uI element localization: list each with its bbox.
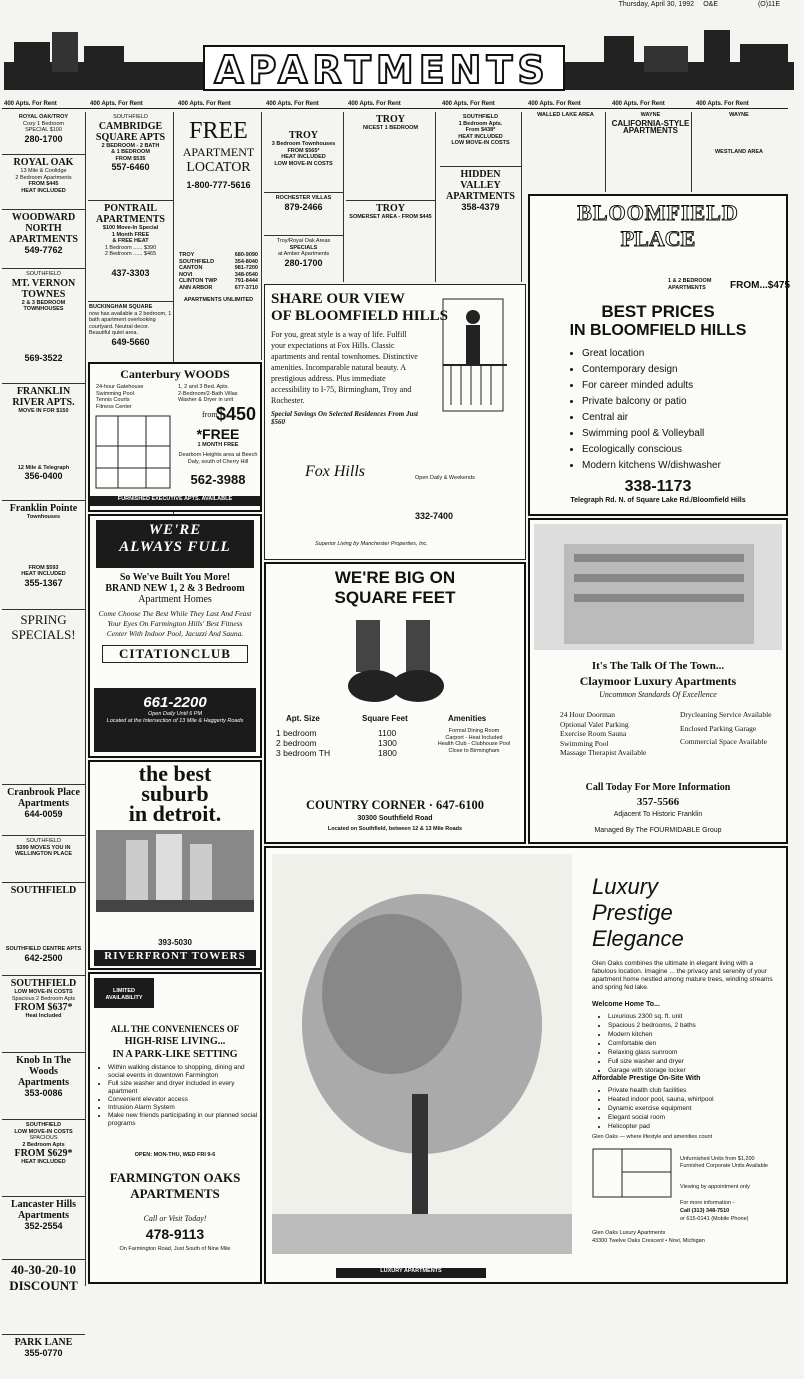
- classified-ad: Franklin Pointe Townhouses FROM $593 HEAT INCLUDED 355-1367: [2, 501, 85, 610]
- locator-title: FREE: [189, 118, 248, 144]
- feature-item: • For career minded adults: [582, 378, 721, 394]
- col-header: 400 Apts. For Rent: [88, 100, 176, 109]
- country-heading: SQUARE FEET: [334, 588, 456, 607]
- classified-ad: SOUTHFIELD LOW MOVE-IN COSTS SPACIOUS 2 Bedroom Apts FROM $629* HEAT INCLUDED: [2, 1120, 85, 1197]
- glen-oaks-afford: Affordable Prestige On-Site With: [592, 1075, 701, 1082]
- bloomfield-phone[interactable]: 338-1173: [624, 478, 692, 495]
- bloomfield-features: [570, 346, 721, 474]
- bloomfield-from: FROM...$475: [730, 280, 791, 291]
- country-row: 3 bedroom TH 1800: [276, 748, 397, 758]
- fox-hills-body: For you, great style is a way of life. Fulfill your expectations at Fox Hills. Classic apartments and rental townhomes. Distinctive amenities. Incomparable natural beauty. A prestigious address. Plus immediate accessibility to I-75, Birmingham, Troy and Rochester.: [271, 330, 418, 405]
- classified-column-8: WAYNE CALIFORNIA-STYLE APARTMENTS: [610, 112, 692, 192]
- feature-item: • Relaxing glass sunroom: [608, 1048, 696, 1057]
- column-headers: [0, 100, 804, 110]
- glen-oaks-units: Unfurnished Units from $1,200 Furnished Corporate Units Available: [680, 1156, 768, 1169]
- feature-item: • Elegant social room: [608, 1113, 714, 1122]
- feature-item: • Great location: [582, 346, 721, 362]
- paper-name: O&E: [703, 1, 718, 8]
- oaks-logo: FARMINGTON OAKS APARTMENTS: [109, 1170, 241, 1201]
- claymoor-h2: Claymoor Luxury Apartments: [579, 674, 737, 688]
- col-header: 400 Apts. For Rent: [346, 100, 440, 109]
- canterbury-phone[interactable]: 562-3988: [190, 472, 246, 487]
- country-row: 2 bedroom 1300: [276, 738, 397, 748]
- classified-column-4: [264, 112, 344, 282]
- feature-item: • Convenient elevator access: [108, 1096, 258, 1104]
- feature-item: • Comfortable den: [608, 1039, 696, 1048]
- feature-item: • Modern kitchen: [608, 1030, 696, 1039]
- claymoor-phone[interactable]: 357-5566: [636, 796, 680, 808]
- fox-hills-footer: Superior Living by Manchester Properties, Inc.: [315, 541, 428, 547]
- locator-sub: LOCATOR: [186, 160, 251, 175]
- classified-ad: Lancaster Hills Apartments 352-2554: [2, 1197, 85, 1260]
- claymoor-ad: [528, 518, 788, 844]
- country-col-header: Amenities: [448, 714, 487, 723]
- bloomfield-place-ad: [528, 194, 791, 516]
- bloomfield-best: BEST PRICES: [601, 302, 715, 321]
- feature-item: • Contemporary design: [582, 362, 721, 378]
- fox-hills-hours: Open Daily & Weekends: [415, 475, 475, 481]
- bloomfield-title: PLACE: [620, 226, 696, 251]
- citation-line: BRAND NEW 1, 2 & 3 Bedroom: [105, 583, 245, 594]
- classified-column-1: [2, 112, 86, 1358]
- country-col-header: Apt. Size: [286, 714, 320, 723]
- feature-item: • Modern kitchens W/dishwasher: [582, 458, 721, 474]
- classified-ad: TROY 3 Bedroom Townhouses FROM $565* HEAT INCLUDED LOW MOVE-IN COSTS: [264, 112, 343, 193]
- country-name-phone[interactable]: COUNTRY CORNER · 647-6100: [306, 798, 484, 812]
- citation-line: Apartment Homes: [138, 594, 212, 605]
- canterbury-location: Dearborn Heights area at Beech Daly, south of Cherry Hill: [178, 452, 258, 465]
- feature-item: • Full size washer and dryer included in every apartment: [108, 1080, 258, 1096]
- oaks-phone[interactable]: 478-9113: [145, 1226, 205, 1242]
- bloomfield-address: Telegraph Rd. N. of Square Lake Rd./Bloomfield Hills: [570, 497, 746, 504]
- feature-item: • Dynamic exercise equipment: [608, 1104, 714, 1113]
- tree-illustration: [272, 854, 572, 1254]
- claymoor-call: Call Today For More Information: [585, 782, 731, 793]
- balcony-illustration: [433, 295, 517, 415]
- glen-oaks-ad: [264, 846, 788, 1284]
- locator-row: TROY 680-9090: [179, 252, 258, 258]
- building-illustration: [534, 524, 782, 650]
- country-corner-ad: [264, 562, 526, 844]
- country-col-header: Square Feet: [362, 714, 408, 723]
- feature-item: • Private balcony or patio: [582, 394, 721, 410]
- classified-column-7: WALLED LAKE AREA: [526, 112, 606, 192]
- towers-photo: [96, 830, 254, 912]
- glen-oaks-info: For more information -: [680, 1200, 735, 1206]
- col-header: 400 Apts. For Rent: [526, 100, 610, 109]
- locator-sub: APARTMENT: [182, 145, 255, 159]
- feature-item: • Spacious 2 bedrooms, 2 baths: [608, 1021, 696, 1030]
- date-line: Thursday, April 30, 1992: [618, 1, 694, 8]
- feature-item: • Helicopter pad: [608, 1122, 714, 1131]
- claymoor-adjacent: Adjacent To Historic Franklin: [613, 811, 703, 818]
- oaks-hours: OPEN: MON-THU, WED FRI 9-6: [134, 1152, 216, 1158]
- glen-oaks-mgmt: Glen Oaks Luxury Apartments: [592, 1230, 666, 1236]
- citation-contact: [94, 688, 256, 752]
- locator-unlimited: APARTMENTS UNLIMITED: [183, 297, 254, 303]
- classified-ad: HIDDEN VALLEY APARTMENTS 358-4379: [446, 169, 515, 212]
- oaks-heading: IN A PARK-LIKE SETTING: [112, 1049, 238, 1060]
- glen-oaks-appt: Viewing by appointment only: [680, 1184, 750, 1190]
- oaks-heading: HIGH-RISE LIVING...: [124, 1036, 226, 1047]
- glen-oaks-heading: Luxury Prestige Elegance: [592, 874, 684, 951]
- feature-item: • Private health club facilities: [608, 1086, 714, 1095]
- classified-ad: BUCKINGHAM SQUARE now has available a 2 bedroom, 1 bath apartment overlooking courtyard. Neutral decor. Beautiful quiet area. 649-5660: [88, 302, 173, 371]
- citation-club-ad: [88, 514, 262, 758]
- classified-ad: SOUTHFIELD CAMBRIDGE SQUARE APTS 2 BEDROOM - 2 BATH & 1 BEDROOM FROM $535 557-6460: [88, 112, 173, 201]
- riverfront-heading: in detroit.: [128, 801, 222, 826]
- citation-line: So We've Built You More!: [119, 572, 231, 583]
- col-header: 400 Apts. For Rent: [264, 100, 348, 109]
- page-number: (O)11E: [757, 1, 780, 8]
- country-row: 1 bedroom 1100: [276, 728, 397, 738]
- glen-oaks-onsite: [596, 1086, 714, 1131]
- classified-ad: SOUTHFIELD MT. VERNON TOWNES 2 & 3 BEDROOM TOWNHOUSES 569-3522: [2, 269, 85, 384]
- citation-banner: WE'RE ALWAYS FULL: [96, 520, 254, 568]
- feature-item: • Ecologically conscious: [582, 442, 721, 458]
- locator-row: SOUTHFIELD 354-8040: [179, 258, 258, 265]
- country-rows: [276, 728, 397, 758]
- classified-ad: TROY SOMERSET AREA - FROM $445: [349, 203, 432, 220]
- feature-item: • Swimming pool & Volleyball: [582, 426, 721, 442]
- classified-ad: Troy/Royal Oak Areas SPECIALS at Amber Apartments 280-1700: [276, 238, 331, 268]
- glen-oaks-phone[interactable]: Call (313) 348-7510: [680, 1208, 730, 1214]
- col-header: 400 Apts. For Rent: [610, 100, 694, 109]
- feature-item: • Central air: [582, 410, 721, 426]
- limited-badge: LIMITED AVAILABILITY: [94, 978, 154, 1008]
- classified-ad: WOODWARD NORTH APARTMENTS 549-7762: [2, 210, 85, 269]
- oaks-address: On Farmington Road, Just South of Nine Mile: [119, 1246, 231, 1252]
- claymoor-right: Drycleaning Service Available Enclosed Parking Garage Commercial Space Available: [680, 710, 772, 746]
- feature-item: • Luxurious 2300 sq. ft. unit: [608, 1012, 696, 1021]
- fox-hills-special: Special Savings On Selected Residences From Just $560: [271, 410, 418, 426]
- classified-ad: Knob In The Woods Apartments 353-0086: [2, 1053, 85, 1120]
- citation-logo: CITATIONCLUB: [102, 645, 248, 663]
- claymoor-h3: Uncommon Standards Of Excellence: [599, 690, 717, 699]
- canterbury-price: $450: [216, 404, 257, 424]
- country-location: Located on Southfield, between 12 & 13 Mile Roads: [327, 826, 463, 832]
- riverfront-banner: RIVERFRONT TOWERS: [94, 950, 256, 966]
- classified-ad: ROYAL OAK 13 Mile & Coolidge 2 Bedroom Apartments FROM $445 HEAT INCLUDED: [2, 155, 85, 210]
- col-header: 400 Apts. For Rent: [694, 100, 788, 109]
- citation-body: Come Choose The Best While They Last And Feast Your Eyes On Farmington Hills' Best Fitness Center With Indoor Pool, Jacuzzi And Sauna.: [98, 609, 252, 638]
- canterbury-free: 1 MONTH FREE: [197, 442, 239, 448]
- bloomfield-title: BLOOMFIELD: [577, 200, 739, 225]
- classified-ad: Cranbrook Place Apartments 644-0059: [2, 785, 85, 836]
- feature-item: • Full size washer and dryer: [608, 1057, 696, 1066]
- map-illustration: [96, 416, 170, 488]
- oaks-call: Call or Visit Today!: [143, 1214, 207, 1223]
- locator-row: NOVI 348-0540: [179, 271, 258, 278]
- fox-hills-ad: [264, 284, 526, 560]
- riverfront-heading: suburb: [141, 781, 209, 806]
- canterbury-woods-ad: [88, 362, 262, 512]
- glen-oaks-welcome: Welcome Home To...: [592, 1001, 660, 1008]
- riverfront-heading: the best: [138, 761, 212, 786]
- claymoor-manager: Managed By The FOURMIDABLE Group: [594, 827, 722, 834]
- masthead-title: APARTMENTS: [214, 48, 550, 92]
- floorplan-icon: [592, 1148, 672, 1198]
- canterbury-banner: FURNISHED EXECUTIVE APTS. AVAILABLE: [90, 496, 260, 506]
- glen-oaks-phone2[interactable]: or 615-0141 (Mobile Phone): [680, 1216, 749, 1222]
- oaks-features: [96, 1064, 258, 1128]
- canterbury-features: 24-hour Gatehouse Swimming Pool Tennis Courts Fitness Center: [96, 384, 144, 410]
- col-header: 400 Apts. For Rent: [2, 100, 90, 109]
- classified-ad: SOUTHFIELD 1 Bedroom Apts. From $438* HEAT INCLUDED LOW MOVE-IN COSTS: [440, 112, 521, 167]
- classified-column-5: [346, 112, 436, 282]
- classified-ad: TROY NICEST 1 BEDROOM: [346, 112, 435, 201]
- classified-ad: SOUTHFIELD LOW MOVE-IN COSTS Spacious 2 Bedroom Apts FROM $637* Heat Included: [2, 976, 85, 1053]
- glen-oaks-banner: LUXURY APARTMENTS: [336, 1268, 486, 1278]
- fox-hills-heading: OF BLOOMFIELD HILLS: [271, 308, 448, 324]
- canterbury-free: *FREE: [196, 426, 240, 442]
- glen-oaks-address: 43300 Twelve Oaks Crescent • Novi, Michigan: [592, 1238, 705, 1244]
- claymoor-left: 24 Hour Doorman Optional Valet Parking Exercise Room Sauna Swimming Pool Massage Therapist Available: [560, 710, 647, 757]
- locator-row: ANN ARBOR 677-3710: [179, 284, 258, 291]
- glen-oaks-features: [596, 1012, 696, 1075]
- citation-location: Located at the Intersection of 13 Mile & Haggerty Roads: [106, 717, 244, 724]
- canterbury-from: from: [202, 410, 218, 419]
- classified-ad: ROYAL OAK/TROY Cozy 1 Bedroom SPECIAL $100 280-1700: [2, 112, 85, 155]
- glen-oaks-intro: Glen Oaks combines the ultimate in elegant living with a fabulous location. Imagine ... the privacy and serenity of your apartment home nestled among mature trees, winding streams and spring fed lake.: [592, 960, 773, 991]
- classified-ad: PARK LANE 355-0770: [14, 1337, 73, 1358]
- claymoor-h1: It's The Talk Of The Town...: [591, 660, 725, 672]
- classified-ad: SOUTHFIELD SOUTHFIELD CENTRE APTS 642-2500: [2, 883, 85, 976]
- classified-ad: PONTRAIL APARTMENTS $100 Move-In Special 1 Month FREE & FREE HEAT 1 Bedroom ...... $390 2 Bedroom ...... $465 437-3303: [88, 201, 173, 302]
- riverfront-phone[interactable]: 393-5030: [158, 938, 192, 947]
- classified-ad: 40-30-20-10 DISCOUNT: [2, 1260, 85, 1335]
- classified-ad: SOUTHFIELD $399 MOVES YOU IN WELLINGTON PLACE: [2, 836, 85, 883]
- masthead: [0, 0, 804, 100]
- fox-hills-heading: SHARE OUR VIEW: [271, 291, 405, 307]
- feature-item: • Garage with storage locker: [608, 1066, 696, 1075]
- fox-hills-logo: Fox Hills: [305, 463, 365, 480]
- country-amenities: Formal Dining Room Carport - Heat Included Health Club - Clubhouse Pool Close to Birmingham: [437, 728, 511, 754]
- classified-ad: ROCHESTER VILLAS 879-2466: [264, 193, 343, 236]
- citation-hours: Open Daily Until 6 PM: [147, 711, 203, 717]
- feature-item: • Within walking distance to shopping, dining and social events in downtown Farmington: [108, 1064, 258, 1080]
- col-header: 400 Apts. For Rent: [176, 100, 266, 109]
- locator-row: CLINTON TWP 791-8444: [179, 278, 258, 284]
- bloomfield-best: IN BLOOMFIELD HILLS: [569, 322, 747, 339]
- col-header: 400 Apts. For Rent: [440, 100, 526, 109]
- farmington-oaks-ad: [88, 972, 262, 1284]
- glen-oaks-tagline: Glen Oaks — where lifestyle and amenities count: [592, 1134, 713, 1140]
- locator-phone[interactable]: 1-800-777-5616: [186, 180, 251, 190]
- classified-ad: FRANKLIN RIVER APTS. MOVE IN FOR $150 12 Mile & Telegraph 356-0400: [2, 384, 85, 501]
- country-heading: WE'RE BIG ON: [334, 568, 456, 587]
- feature-item: • Heated indoor pool, sauna, whirlpool: [608, 1095, 714, 1104]
- feature-item: • Make new friends participating in our planned social programs: [108, 1112, 258, 1128]
- locator-row: CANTON 981-7200: [179, 265, 258, 271]
- classified-column-6: [440, 112, 522, 282]
- canterbury-features: 1, 2 and 3 Bed. Apts. 2-Bedroom/2-Bath Villas Washer & Dryer in unit: [178, 384, 238, 403]
- fox-hills-phone[interactable]: 332-7400: [415, 511, 454, 521]
- oaks-heading: ALL THE CONVENIENCES OF: [110, 1024, 240, 1034]
- classified-ad: SPRING SPECIALS!: [2, 610, 85, 785]
- bloomfield-beds: 1 & 2 BEDROOM APARTMENTS: [668, 278, 712, 291]
- canterbury-title: Canterbury WOODS: [120, 367, 230, 381]
- country-address: 30300 Southfield Road: [357, 815, 433, 822]
- feature-item: • Intrusion Alarm System: [108, 1104, 258, 1112]
- boots-illustration: [346, 616, 446, 712]
- riverfront-towers-ad: [88, 760, 262, 970]
- apartment-locator-ad: [176, 112, 262, 360]
- classified-column-9: WAYNE WESTLAND AREA: [714, 112, 764, 155]
- citation-phone[interactable]: 661-2200: [143, 694, 207, 711]
